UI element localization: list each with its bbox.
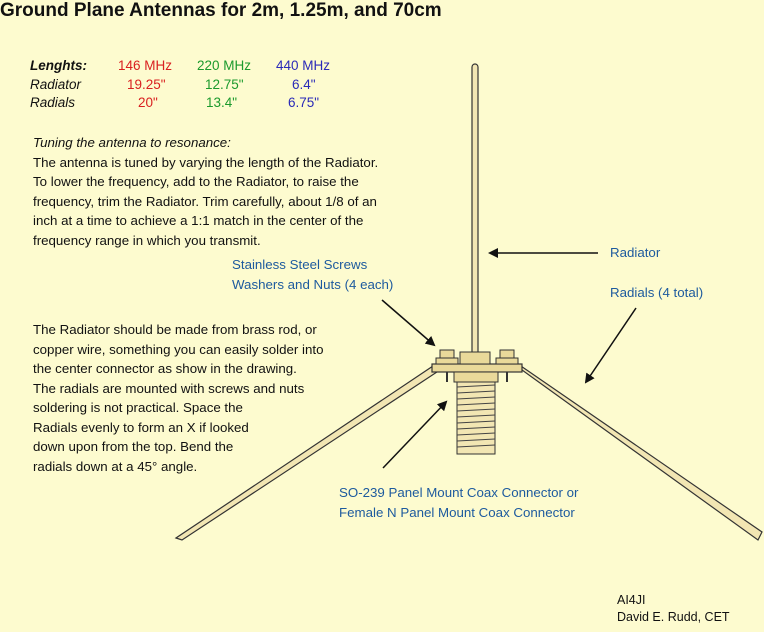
radiator-146: 19.25" [127, 77, 166, 92]
construction-line: down upon from the top. Bend the [33, 439, 234, 454]
construction-line: radials down at a 45° angle. [33, 458, 198, 474]
connector-callout-line: SO-239 Panel Mount Coax Connector or [339, 485, 579, 500]
row-label: Radials [30, 95, 76, 110]
radials-220: 13.4" [206, 95, 238, 110]
tuning-line: To lower the frequency, add to the Radiator, to raise the [33, 174, 359, 189]
arrow-to-connector [383, 402, 446, 468]
page-title: Ground Plane Antennas for 2m, 1.25m, and 70cm [0, 0, 442, 21]
radiator-220: 12.75" [205, 77, 244, 92]
construction-line: soldering is not practical. Space the [33, 400, 243, 415]
construction-line: the center connector as show in the drawing. [33, 361, 297, 376]
connector-callout [339, 483, 578, 522]
row-label: Radiator [30, 77, 82, 92]
radials-callout: Radials (4 total) [610, 285, 704, 300]
construction-section [33, 320, 323, 476]
arrow-to-radials [586, 308, 636, 382]
tuning-section [33, 133, 378, 250]
construction-line: Radials evenly to form an X if looked [33, 419, 249, 435]
screws-callout-line: Stainless Steel Screws [232, 257, 368, 272]
freq-440: 440 MHz [276, 58, 331, 73]
lengths-header-label: Lenghts: [30, 58, 87, 73]
screws-callout-line: Washers and Nuts (4 each) [232, 276, 394, 292]
tuning-line: inch at a time to achieve a 1:1 match in the center of the [33, 213, 364, 228]
construction-line: copper wire, something you can easily solder into [33, 341, 324, 357]
radiator-rod [472, 64, 478, 360]
radiator-440: 6.4" [292, 77, 316, 92]
radials-440: 6.75" [288, 95, 320, 110]
mounting-plate [432, 364, 522, 372]
author-credit [617, 592, 730, 626]
connector-thread [454, 372, 498, 454]
freq-220: 220 MHz [197, 58, 252, 73]
connector-top [460, 352, 490, 364]
connector-callout-line: Female N Panel Mount Coax Connector [339, 504, 575, 520]
radiator-callout: Radiator [610, 245, 661, 260]
author-name: David E. Rudd, CET [617, 610, 730, 624]
tuning-line: frequency, trim the Radiator. Trim carefully, about 1/8 of an [33, 193, 377, 209]
arrow-to-screws [382, 300, 434, 345]
tuning-heading: Tuning the antenna to resonance: [33, 135, 231, 150]
radials-146: 20" [138, 95, 158, 110]
callsign: AI4JI [617, 593, 646, 607]
freq-146: 146 MHz [118, 58, 173, 73]
construction-line: The radials are mounted with screws and nuts [33, 380, 305, 396]
screws-callout [232, 255, 393, 294]
tuning-line: frequency range in which you transmit. [33, 232, 261, 248]
construction-line: The Radiator should be made from brass rod, or [33, 322, 317, 337]
tuning-line: The antenna is tuned by varying the length of the Radiator. [33, 154, 379, 170]
